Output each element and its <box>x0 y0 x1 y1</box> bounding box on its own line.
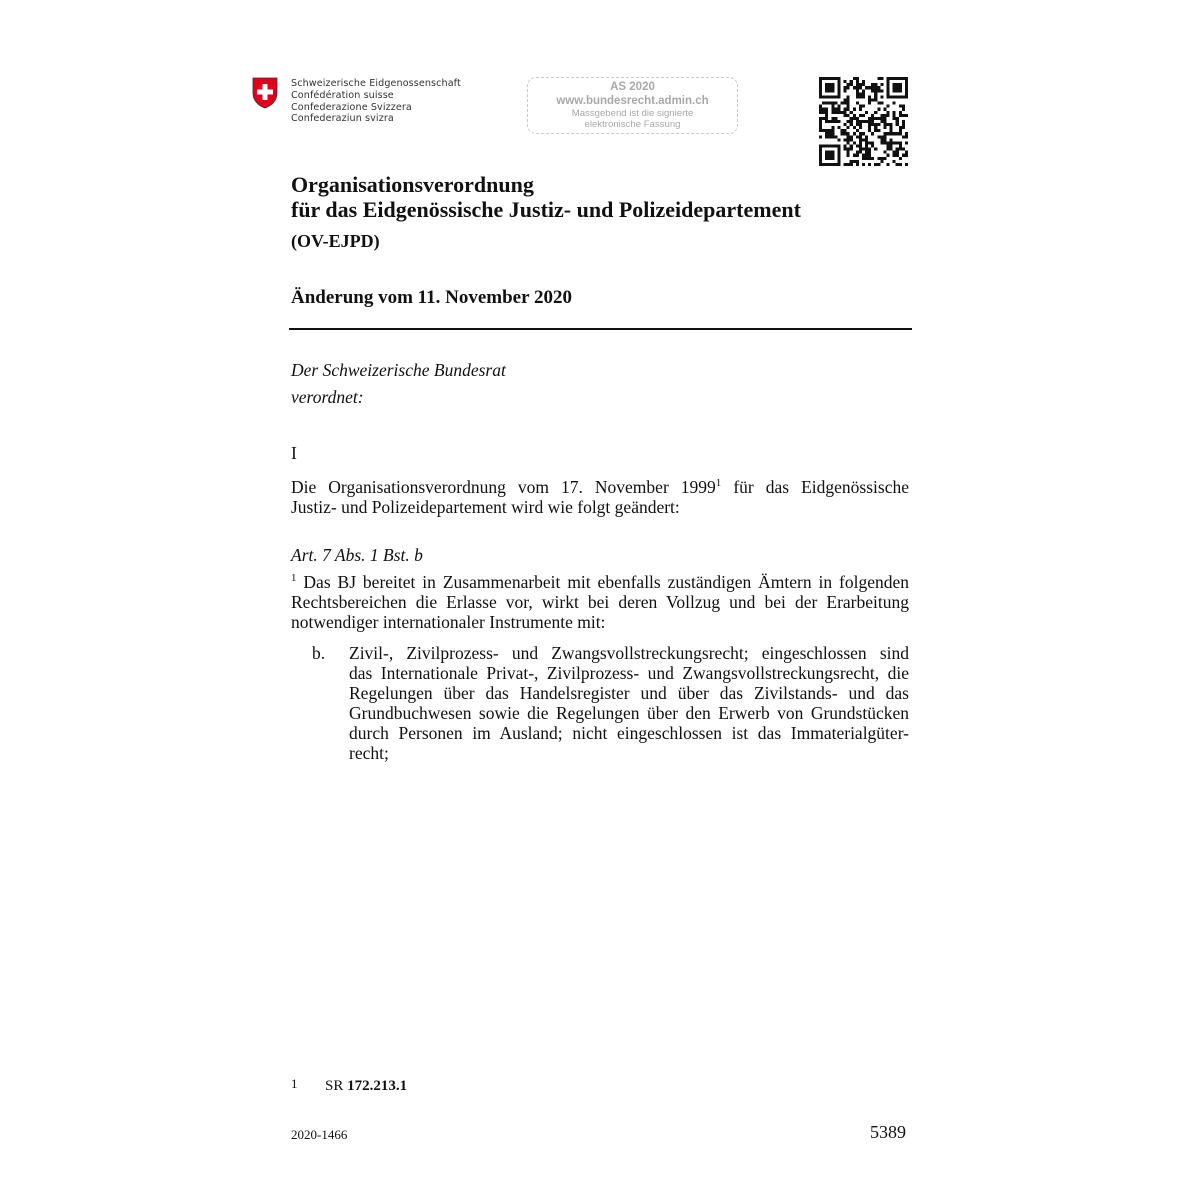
paragraph-1 <box>291 572 909 632</box>
document-title <box>291 172 801 222</box>
document-number: 2020-1466 <box>291 1127 348 1142</box>
intro-line-1 <box>291 477 909 497</box>
item-line-3: Regelungen über das Handelsregister und über das Zivilstands- und das <box>349 683 909 703</box>
confederation-name-rm: Confederaziun svizra <box>291 113 394 125</box>
footnote-number: 1 <box>291 1076 298 1091</box>
footnote-prefix: SR <box>325 1078 348 1094</box>
paragraph-line-1 <box>291 572 909 592</box>
footnote-reference[interactable]: 172.213.1 <box>347 1078 408 1094</box>
document-abbreviation: (OV-EJPD) <box>291 231 380 251</box>
intro-text-a: Die Organisationsverordnung vom 17. November 1999 <box>291 477 716 497</box>
title-line-2: für das Eidgenössische Justiz- und Polizeidepartement <box>291 197 801 222</box>
confederation-name-fr: Confédération suisse <box>291 89 394 101</box>
amendment-date: Änderung vom 11. November 2020 <box>291 287 572 308</box>
stamp-note-line2: elektronische Fassung <box>584 119 681 130</box>
official-publication-stamp <box>527 77 738 134</box>
item-line-1: Zivil-, Zivilprozess- und Zwangsvollstreckungsrecht; eingeschlossen sind <box>349 643 909 663</box>
confederation-names <box>291 78 461 125</box>
footnote-text <box>325 1078 407 1095</box>
title-divider <box>289 328 912 330</box>
item-b-text <box>349 643 909 763</box>
item-line-6: recht; <box>349 743 389 763</box>
title-line-1: Organisationsverordnung <box>291 172 534 197</box>
paragraph-line-1-text: Das BJ bereitet in Zusammenarbeit mit ebenfalls zuständigen Ämtern in folgenden <box>296 572 909 592</box>
enacting-authority: Der Schweizerische Bundesrat <box>291 360 506 380</box>
amendment-intro <box>291 477 909 517</box>
item-line-5: durch Personen im Ausland; nicht eingeschlossen ist das Immaterialgüter- <box>349 723 909 743</box>
section-numeral: I <box>291 443 297 463</box>
confederation-name-de: Schweizerische Eidgenossenschaft <box>291 78 461 89</box>
stamp-collection: AS 2020 <box>610 81 655 93</box>
paragraph-line-3: notwendiger internationaler Instrumente mit: <box>291 612 606 632</box>
stamp-note-line1: Massgebend ist die signierte <box>571 108 694 119</box>
item-line-2: das Internationale Privat-, Zivilprozess- und Zwangsvollstreckungsrecht, die <box>349 663 909 683</box>
enacting-formula: verordnet: <box>291 387 364 407</box>
confederation-name-it: Confederazione Svizzera <box>291 101 412 113</box>
qr-code-icon <box>819 77 908 166</box>
paragraph-number: 1 <box>291 572 297 585</box>
intro-text-b: für das Eidgenössische <box>721 477 909 497</box>
article-heading: Art. 7 Abs. 1 Bst. b <box>291 545 423 565</box>
footnote-ref[interactable]: 1 <box>715 477 722 490</box>
item-letter: b. <box>312 643 326 663</box>
item-line-4: Grundbuchwesen sowie die Regelungen über den Erwerb von Grundstücken <box>349 703 909 723</box>
intro-line-2: Justiz- und Polizeidepartement wird wie folgt geändert: <box>291 497 680 517</box>
paragraph-line-2: Rechtsbereichen die Erlasse vor, wirkt bei deren Vollzug und bei der Erarbeitung <box>291 592 909 612</box>
stamp-url: www.bundesrecht.admin.ch <box>556 95 709 107</box>
swiss-coat-of-arms-icon <box>252 77 278 109</box>
page-number: 5389 <box>870 1122 906 1142</box>
